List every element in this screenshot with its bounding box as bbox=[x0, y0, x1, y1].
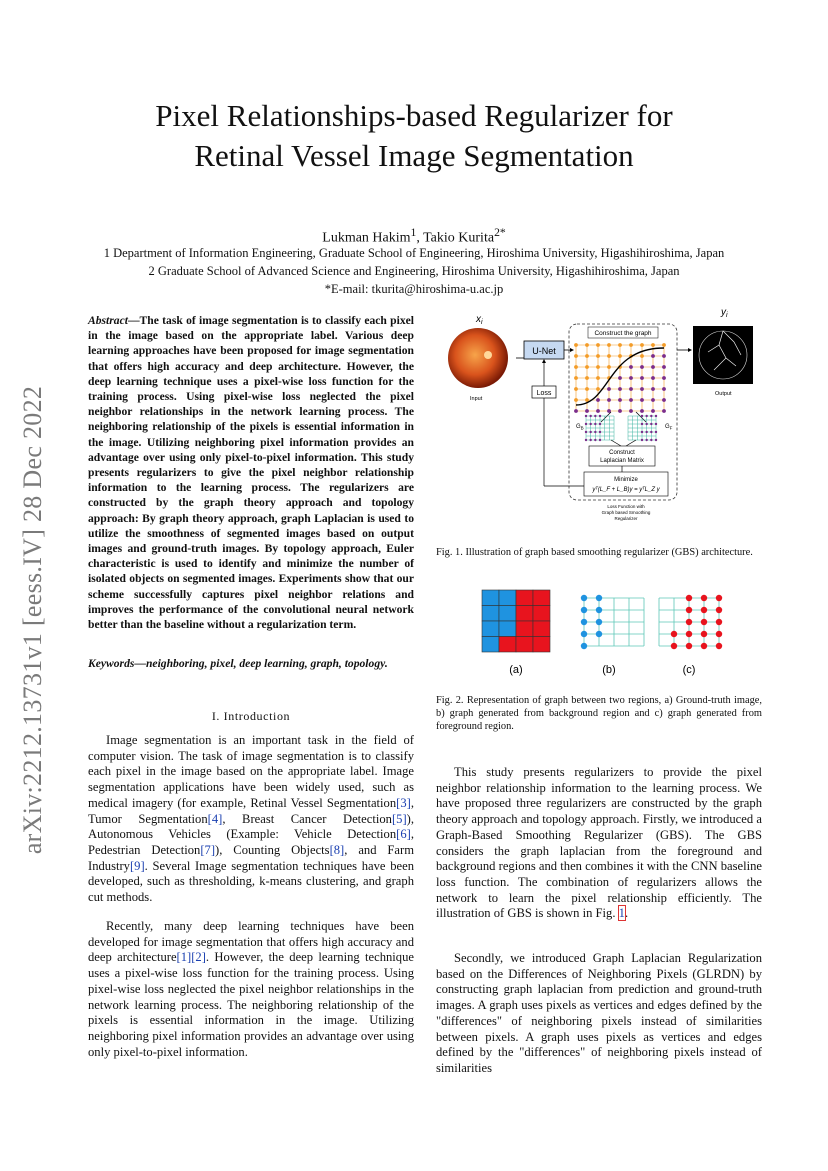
graph-node bbox=[716, 619, 722, 625]
figure-2-caption: Fig. 2. Representation of graph between two regions, a) Ground-truth image, b) graph generated from background region and c) graph generated from foreground region. bbox=[436, 695, 762, 732]
graph-node bbox=[686, 631, 692, 637]
keywords bbox=[88, 656, 414, 671]
graph-node bbox=[596, 631, 602, 637]
ground-truth-pixel bbox=[482, 590, 499, 606]
graph-node bbox=[585, 409, 589, 413]
title-line-2: Retinal Vessel Image Segmentation bbox=[194, 138, 634, 173]
fig1-note-line1: Loss Function with bbox=[607, 504, 645, 509]
fig1-xi-label: $x_i$ bbox=[476, 314, 483, 326]
graph-node bbox=[662, 365, 666, 369]
graph-node bbox=[686, 643, 692, 649]
graph-node bbox=[574, 398, 578, 402]
graph-node bbox=[671, 643, 677, 649]
graph-node bbox=[662, 343, 666, 347]
citation-link[interactable]: [7] bbox=[200, 842, 216, 857]
graph-node bbox=[618, 354, 622, 358]
right-paragraph-1: This study presents regularizers to provide the pixel neighbor relationship information to the learning process. We have proposed three regularizers are constructed by the graph theory approach and topology approach. Firstly, we introduced a Graph-Based Smoothing Regularizer (GBS). The GBS considers the graph laplacian from the foreground and background regions and then combines it with the CNN baseline loss function. The combination of regularizers allows the network to learn the pixel relationship efficiently. The illustration of GBS is shown in Fig. 1. bbox=[436, 765, 762, 921]
graph-node bbox=[618, 398, 622, 402]
graph-node bbox=[618, 409, 622, 413]
graph-node bbox=[651, 387, 655, 391]
figure-reference-link[interactable]: 1 bbox=[618, 906, 625, 921]
fig1-input-label: Input bbox=[470, 396, 483, 402]
graph-node bbox=[640, 409, 644, 413]
author-1-affil: 1 bbox=[410, 226, 417, 239]
fig1-note-line2: Graph based Smoothing bbox=[601, 510, 651, 515]
graph-node bbox=[596, 387, 600, 391]
abstract bbox=[88, 313, 414, 632]
graph-node bbox=[581, 619, 587, 625]
graph-node bbox=[701, 607, 707, 613]
graph-node bbox=[716, 643, 722, 649]
ground-truth-pixel bbox=[533, 621, 550, 637]
gf-label: $G_F$ bbox=[665, 424, 673, 431]
ground-truth-pixel bbox=[533, 637, 550, 653]
graph-node bbox=[607, 343, 611, 347]
graph-node bbox=[640, 376, 644, 380]
citation-link[interactable]: [5] bbox=[391, 811, 407, 826]
fig1-output-label: Output bbox=[715, 391, 732, 397]
author-1: Lukman Hakim bbox=[322, 230, 411, 246]
intro-paragraph-1: Image segmentation is an important task in the field of computer vision. The task of image segmentation is to classify each pixel in the image based on the appropriate label. Image segmentation applications have been widely used, such as medical imagery (for example, Retinal Vessel Segmentation[3], Tumor Segmentation[4], Breast Cancer Detection[5]), Autonomous Vehicles (Example: Vehicle Detection[6], Pedestrian Detection[7]), Counting Objects[8], and Farm Industry[9]. Several Image segmentation techniques have been developed, such as thresholding, k-means clustering, and graph cut methods. bbox=[88, 733, 414, 905]
paper-title bbox=[0, 96, 828, 176]
title-line-1: Pixel Relationships-based Regularizer for bbox=[155, 98, 673, 133]
citation-link[interactable]: [8] bbox=[329, 842, 345, 857]
graph-node bbox=[716, 631, 722, 637]
minimize-label: Minimize bbox=[614, 477, 638, 483]
graph-node bbox=[596, 619, 602, 625]
construct-laplacian-line2: Laplacian Matrix bbox=[600, 458, 644, 464]
graph-node bbox=[651, 376, 655, 380]
affiliation-1: 1 Department of Information Engineering, Graduate School of Engineering, Hiroshima University, Higashihiroshima, Japan bbox=[103, 246, 725, 260]
graph-node bbox=[640, 387, 644, 391]
graph-node bbox=[618, 387, 622, 391]
graph-node bbox=[607, 365, 611, 369]
graph-node bbox=[629, 398, 633, 402]
loss-label: Loss bbox=[536, 390, 552, 397]
graph-node bbox=[651, 354, 655, 358]
graph-node bbox=[596, 398, 600, 402]
graph-node bbox=[671, 631, 677, 637]
graph-node bbox=[686, 607, 692, 613]
graph-node bbox=[618, 376, 622, 380]
graph-node bbox=[607, 354, 611, 358]
figure-1-caption: Fig. 1. Illustration of graph based smoothing regularizer (GBS) architecture. bbox=[436, 547, 753, 558]
unet-label: U-Net bbox=[532, 346, 556, 356]
abstract-label: Abstract bbox=[88, 314, 128, 327]
graph-node bbox=[629, 343, 633, 347]
intro-paragraph-2: Recently, many deep learning techniques have been developed for image segmentation that offers high accuracy and deep architecture[1][2]. However, the deep learning technique uses a pixel-wise loss function for the training process. Using pixel-wise loss neglected the pixel neighbor relationships in the network learning process. The neighboring relationship of the pixels is essential information in the image. Utilizing neighboring pixel information provides an advantage over using only pixel-to-pixel information. bbox=[88, 919, 414, 1059]
ground-truth-pixel bbox=[499, 606, 516, 622]
graph-node bbox=[585, 387, 589, 391]
foreground-region-graph bbox=[659, 595, 722, 649]
graph-node bbox=[585, 354, 589, 358]
fig1-note-line3: Regularizer bbox=[614, 516, 638, 521]
figure-2-graph-regions bbox=[470, 585, 732, 680]
author-list bbox=[0, 226, 828, 247]
affiliation-2: 2 Graduate School of Advanced Science and Engineering, Hiroshima University, Higashihiroshima, Japan bbox=[148, 264, 680, 278]
email: *E-mail: tkurita@hiroshima-u.ac.jp bbox=[324, 282, 504, 296]
keywords-label: Keywords bbox=[88, 657, 135, 670]
graph-node bbox=[581, 595, 587, 601]
ground-truth-pixel bbox=[533, 606, 550, 622]
graph-node bbox=[701, 631, 707, 637]
graph-node bbox=[629, 409, 633, 413]
graph-node bbox=[686, 595, 692, 601]
ground-truth-pixel bbox=[499, 621, 516, 637]
fig1-yi-label: $y_i$ bbox=[721, 307, 728, 319]
graph-node bbox=[662, 409, 666, 413]
graph-node bbox=[607, 387, 611, 391]
graph-node bbox=[662, 376, 666, 380]
graph-node bbox=[574, 343, 578, 347]
graph-node bbox=[574, 354, 578, 358]
abstract-text: —The task of image segmentation is to classify each pixel in the image based on the appropriate label. Various deep learning approaches have been proposed for image segmentation that offers high accuracy and deep architecture. However, the deep learning technique uses a pixel-wise loss function for the training process. Using pixel-wise loss neglected the pixel neighbor relationships in the network learning process. The neighboring relationship of the pixels is essential information in the image. Utilizing neighboring pixel information provides an advantage over using only pixel-to-pixel information. This study presents regularizers to give the pixel neighbor relationship information to the learning process. The regularizers are constructed by the graph theory approach and topology approach: By graph theory approach, graph Laplacian is used to utilize the smoothness of segmented images based on output images and ground-truth images. By topology approach, Euler characteristic is used to identify and minimize the number of isolated objects on segmented images. Experiments show that our scheme successfully captures pixel neighbor relations and improves the performance of the convolutional neural network better than the baseline without a regularization term. bbox=[88, 314, 414, 632]
graph-node bbox=[629, 387, 633, 391]
citation-link[interactable]: [1] bbox=[176, 950, 192, 965]
background-graph-gb bbox=[585, 415, 614, 441]
graph-node bbox=[662, 398, 666, 402]
ground-truth-pixel bbox=[516, 637, 533, 653]
construct-graph-label: Construct the graph bbox=[594, 330, 652, 337]
graph-node bbox=[581, 631, 587, 637]
ground-truth-pixel bbox=[499, 637, 516, 653]
author-separator: , bbox=[416, 230, 424, 246]
graph-node bbox=[701, 595, 707, 601]
graph-node bbox=[716, 607, 722, 613]
ground-truth-pixel bbox=[516, 606, 533, 622]
author-2: Takio Kurita bbox=[423, 230, 495, 246]
ground-truth-pixel bbox=[516, 590, 533, 606]
graph-node bbox=[574, 387, 578, 391]
graph-node bbox=[607, 398, 611, 402]
ground-truth-pixel bbox=[499, 590, 516, 606]
citation-link[interactable]: [3] bbox=[396, 795, 411, 810]
ground-truth-pixel bbox=[482, 621, 499, 637]
graph-node bbox=[716, 595, 722, 601]
ground-truth-pixel bbox=[533, 590, 550, 606]
graph-node bbox=[651, 343, 655, 347]
graph-node bbox=[596, 607, 602, 613]
fig2-label-b: (b) bbox=[602, 664, 616, 676]
background-region-graph bbox=[581, 595, 644, 649]
ground-truth-pixel bbox=[482, 606, 499, 622]
graph-node bbox=[581, 643, 587, 649]
citation-link[interactable]: [2] bbox=[191, 950, 206, 965]
graph-node bbox=[581, 607, 587, 613]
graph-node bbox=[662, 354, 666, 358]
graph-node bbox=[629, 376, 633, 380]
graph-node bbox=[596, 409, 600, 413]
graph-node bbox=[585, 343, 589, 347]
citation-link[interactable]: [4] bbox=[207, 811, 223, 826]
graph-node bbox=[640, 343, 644, 347]
graph-node bbox=[651, 365, 655, 369]
gb-label: $G_B$ bbox=[576, 424, 584, 431]
figure-1-gbs-architecture bbox=[436, 300, 766, 525]
citation-link[interactable]: [6] bbox=[396, 827, 411, 842]
section-heading: I. Introduction bbox=[211, 709, 291, 723]
vessel-output-image bbox=[693, 326, 753, 384]
graph-node bbox=[651, 398, 655, 402]
graph-node bbox=[596, 343, 600, 347]
graph-node bbox=[618, 343, 622, 347]
graph-node bbox=[585, 365, 589, 369]
graph-node bbox=[701, 643, 707, 649]
graph-node bbox=[640, 354, 644, 358]
right-paragraph-2: Secondly, we introduced Graph Laplacian Regularization based on the Differences of Neighboring Pixels (GLRDN) by constructing graph laplacian from prediction and ground-truth images. A graph uses pixels as vertices and edges defined by the "differences" of neighboring pixels instead of similarities between pixels. A graph uses pixels as vertices and edges defined by the "differences" of neighboring pixels instead of similarities bbox=[436, 951, 762, 1075]
graph-node bbox=[596, 595, 602, 601]
graph-node bbox=[596, 354, 600, 358]
graph-node bbox=[574, 409, 578, 413]
graph-node bbox=[596, 365, 600, 369]
graph-node bbox=[640, 398, 644, 402]
graph-node bbox=[629, 365, 633, 369]
graph-node bbox=[701, 619, 707, 625]
graph-node bbox=[640, 365, 644, 369]
keywords-text: —neighboring, pixel, deep learning, graph, topology. bbox=[134, 657, 388, 670]
ground-truth-pixel bbox=[482, 637, 499, 653]
author-2-affil: 2* bbox=[494, 226, 506, 239]
graph-node bbox=[651, 409, 655, 413]
retina-input-image bbox=[448, 328, 508, 388]
graph-node bbox=[574, 376, 578, 380]
fig2-label-c: (c) bbox=[682, 664, 696, 676]
graph-node bbox=[596, 376, 600, 380]
ground-truth-image bbox=[482, 590, 550, 652]
graph-node bbox=[686, 619, 692, 625]
construct-laplacian-line1: Construct bbox=[609, 450, 635, 456]
graph-node bbox=[585, 376, 589, 380]
citation-link[interactable]: [9] bbox=[129, 858, 145, 873]
fig2-label-a: (a) bbox=[509, 664, 523, 676]
ground-truth-pixel bbox=[516, 621, 533, 637]
minimize-formula: yᵀ(L_F + L_B)y = yᵀL_Z y bbox=[592, 487, 660, 493]
arxiv-identifier: arXiv:2212.13731v1 [eess.IV] 28 Dec 2022 bbox=[18, 385, 47, 855]
graph-node bbox=[662, 387, 666, 391]
graph-node bbox=[574, 365, 578, 369]
